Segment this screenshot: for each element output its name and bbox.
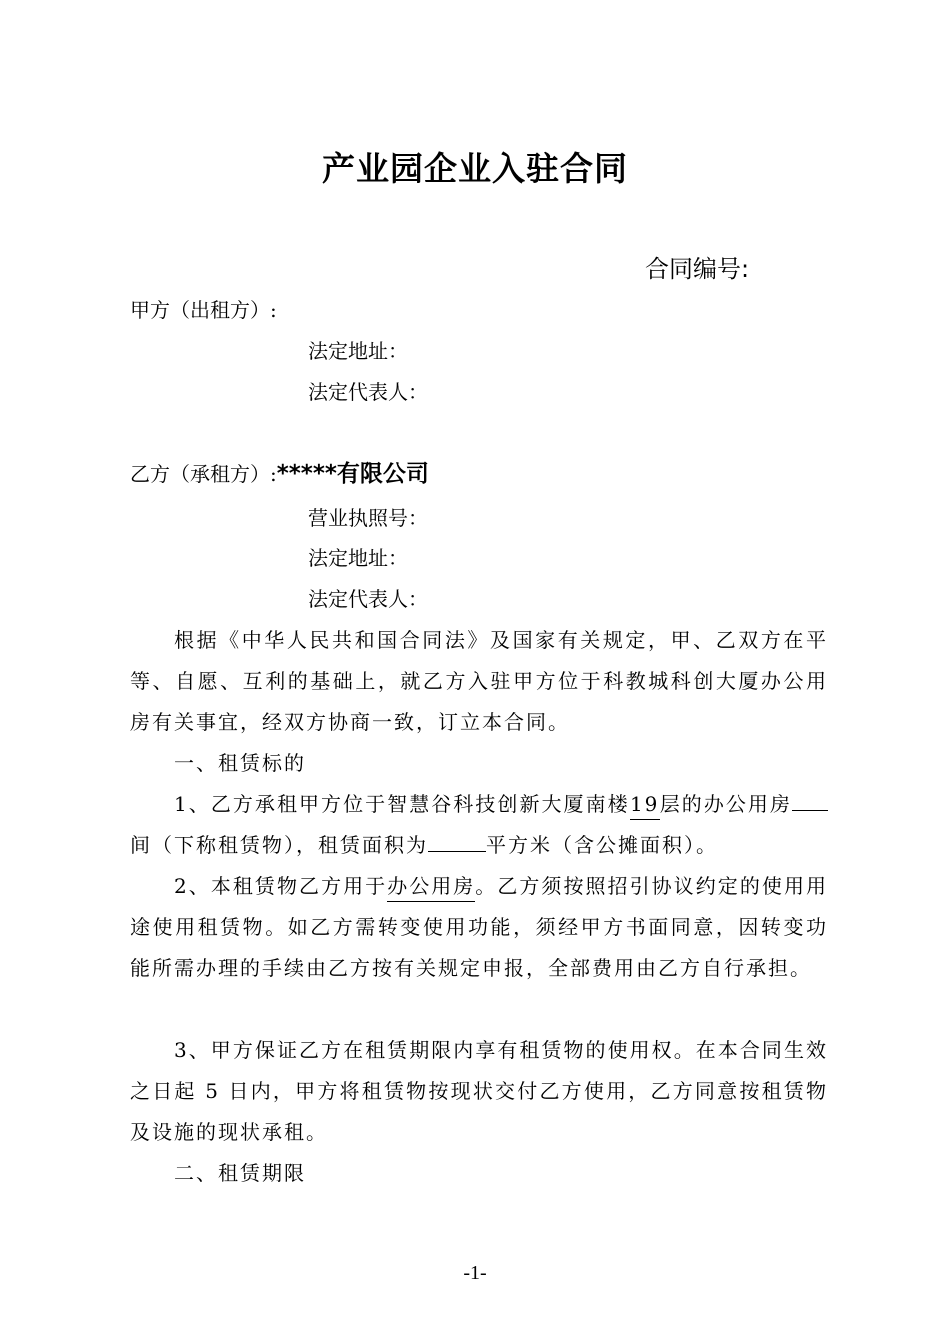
- party-a-label: 甲方（出租方）:: [130, 298, 277, 322]
- usage-value: 办公用房: [387, 871, 475, 902]
- item-1-text-d: 平方米（含公摊面积）。: [486, 833, 718, 857]
- item-2-text-b: 。乙方须按照招引协议约定的使用用途使用租赁物。如乙方需转变使用功能，须经甲方书面同意，因转变功能所需办理的手续由乙方按有关规定申报，全部费用由乙方自行承担。: [130, 874, 828, 980]
- item-1-text-b: 层的办公用房: [659, 792, 793, 816]
- party-a-address-label: 法定地址：: [308, 339, 408, 363]
- party-b-address-label: 法定地址：: [308, 546, 408, 570]
- party-b-rep-label: 法定代表人：: [308, 587, 428, 611]
- intro-paragraph: 根据《中华人民共和国合同法》及国家有关规定，甲、乙双方在平等、自愿、互利的基础上，就乙方入驻甲方位于科教城科创大厦办公用房有关事宜，经双方协商一致，订立本合同。: [130, 628, 828, 734]
- section-1-heading: 一、租赁标的: [174, 751, 306, 775]
- contract-number-label: 合同编号:: [645, 255, 750, 283]
- party-b-label: 乙方（承租方）:: [130, 462, 277, 486]
- section-1-item-3: 3、甲方保证乙方在租赁期限内享有租赁物的使用权。在本合同生效之日起 5 日内，甲方将租赁物按现状交付乙方使用，乙方同意按租赁物及设施的现状承租。: [130, 1038, 828, 1144]
- area-blank: [428, 851, 486, 852]
- floor-number: 19: [630, 789, 660, 820]
- contract-title: 产业园企业入驻合同: [322, 149, 628, 188]
- rooms-blank: [792, 810, 828, 811]
- section-1-item-2: [130, 866, 828, 989]
- party-a-rep-label: 法定代表人：: [308, 380, 428, 404]
- party-b-company-name: *****有限公司: [276, 461, 429, 487]
- page-number: -1-: [463, 1262, 487, 1284]
- party-b-row: [130, 461, 429, 487]
- section-1-item-1: [130, 784, 828, 866]
- item-1-text-c: 间（下称租赁物），租赁面积为: [130, 833, 428, 857]
- party-b-license-label: 营业执照号：: [308, 506, 428, 530]
- section-2-heading: 二、租赁期限: [174, 1161, 306, 1185]
- item-2-text-a: 2、本租赁物乙方用于: [174, 874, 388, 898]
- item-1-text-a: 1、乙方承租甲方位于智慧谷科技创新大厦南楼: [174, 792, 630, 816]
